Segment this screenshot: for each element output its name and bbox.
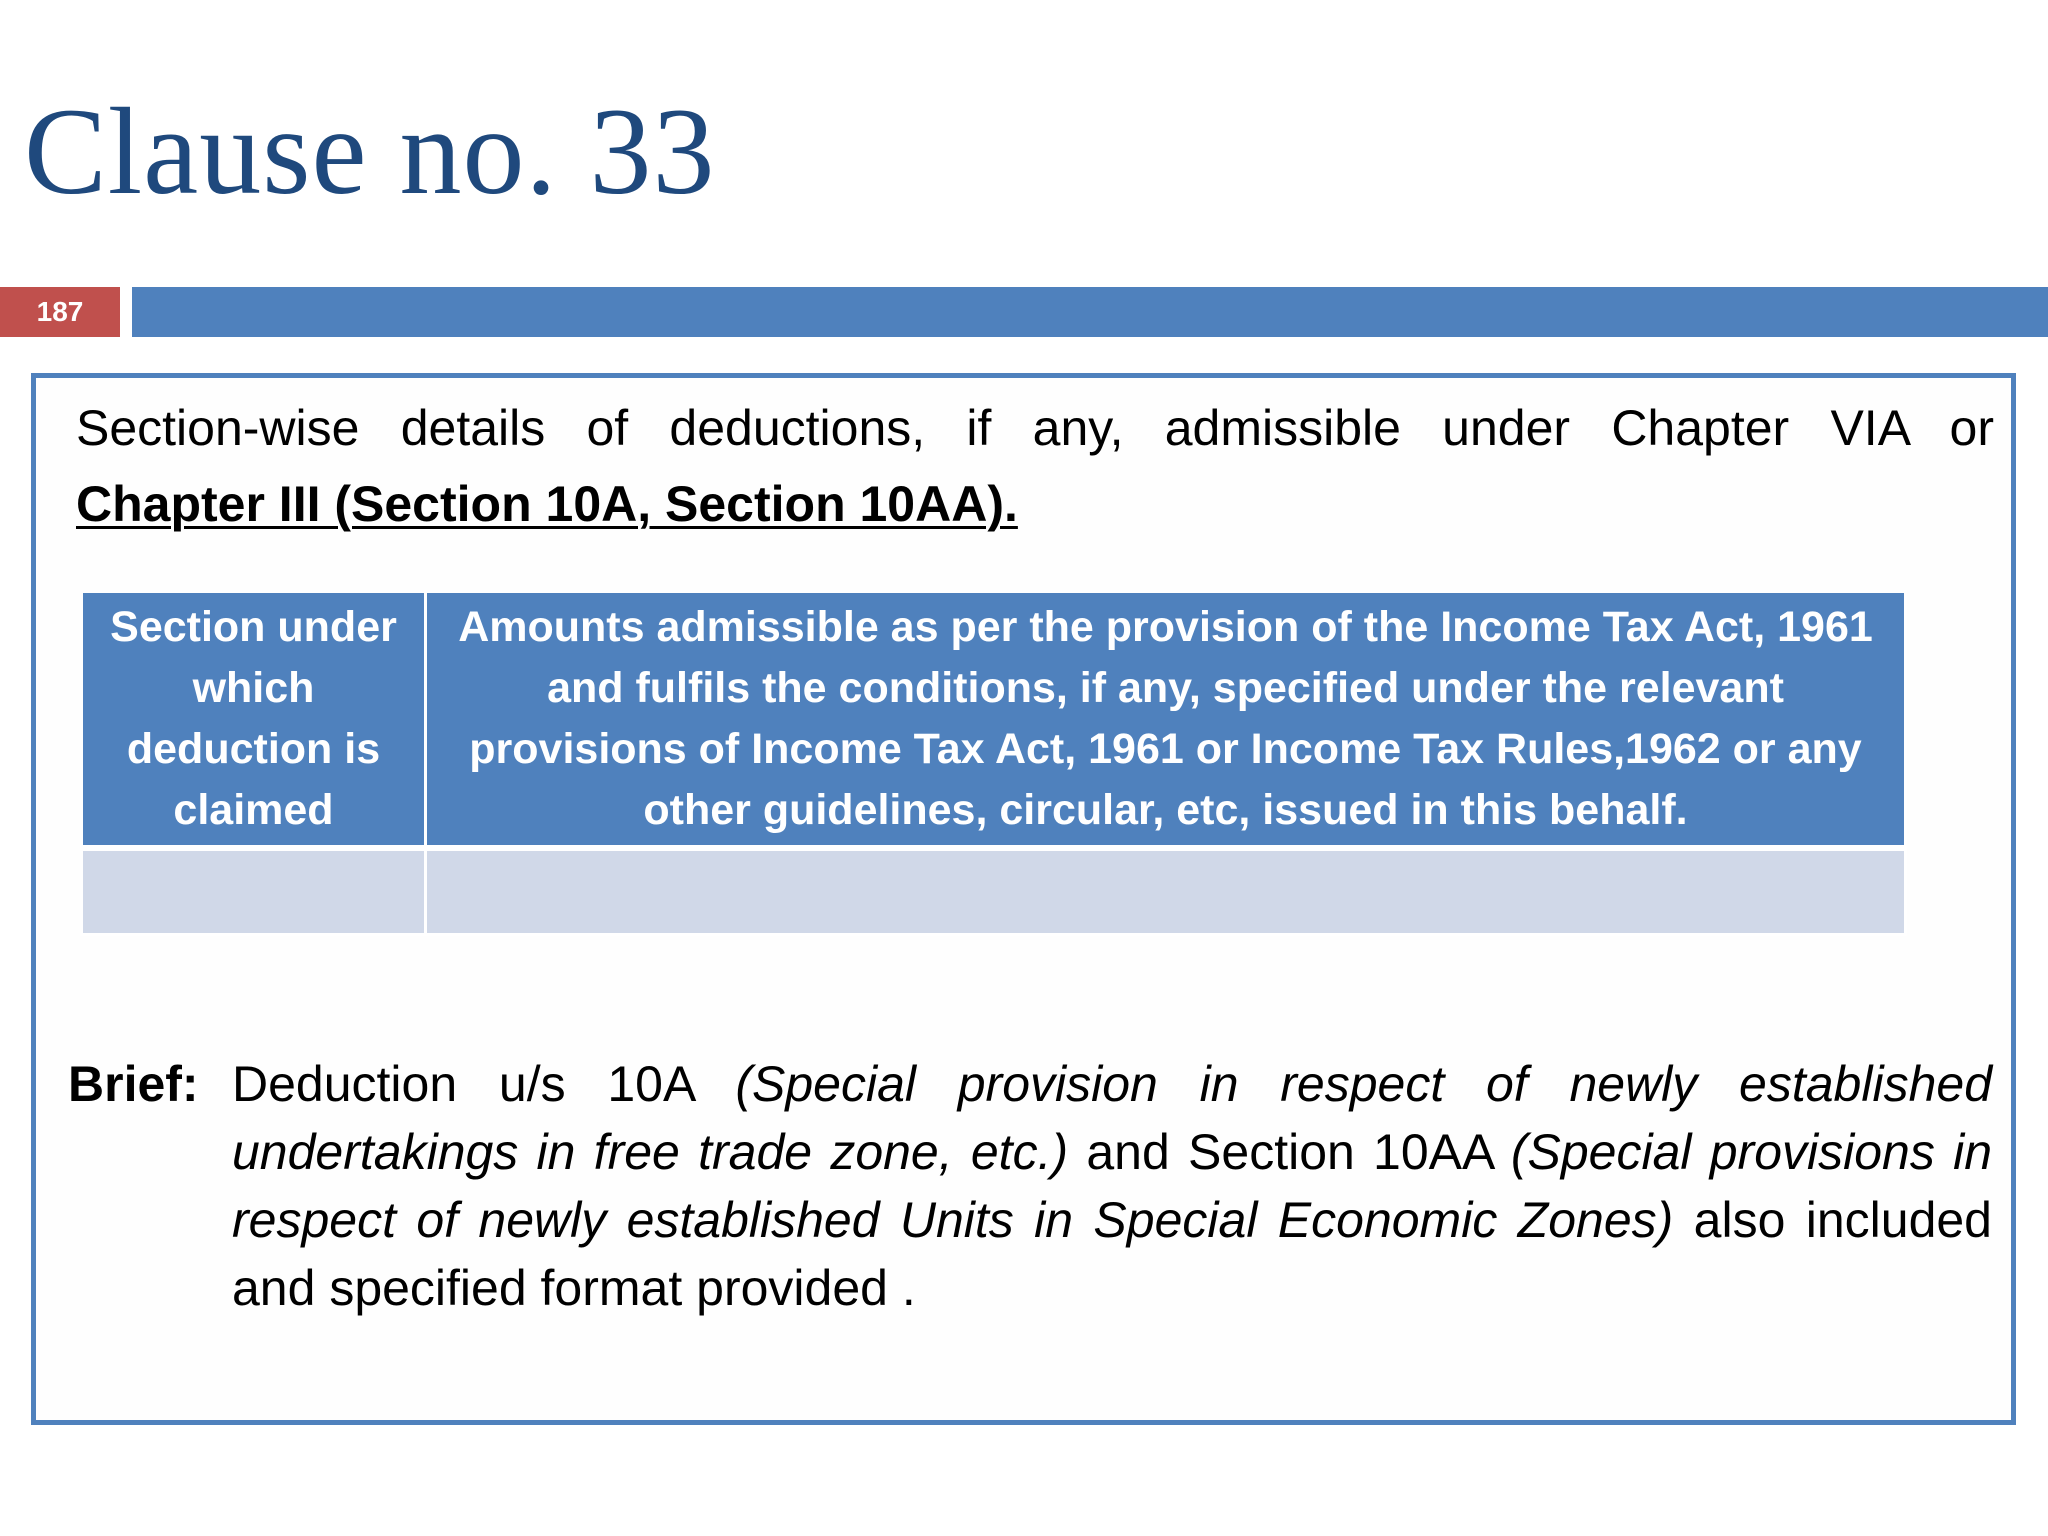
table-cell-amount	[426, 848, 1906, 935]
brief-paragraph	[68, 1050, 1992, 1322]
deduction-table	[80, 590, 1907, 936]
brief-text: also included and specified format provided .	[232, 1192, 1992, 1316]
slide-title: Clause no. 33	[24, 83, 716, 220]
table-row	[82, 848, 1906, 935]
title-divider-bar	[132, 287, 2048, 337]
intro-heading-underlined: Chapter III (Section 10A, Section 10AA).	[76, 476, 1018, 532]
brief-text-italic: (Special provisions in respect of newly established Units in Special Economic Zones)	[232, 1124, 1993, 1248]
table-header-amounts: Amounts admissible as per the provision of the Income Tax Act, 1961 and fulfils the conditions, if any, specified under the relevant provisions of Income Tax Act, 1961 or Income Tax Rules,1962 or any other guidelines, circular, etc, issued in this behalf.	[426, 592, 1906, 849]
intro-paragraph	[76, 390, 1994, 542]
brief-text: and Section 10AA	[1068, 1124, 1511, 1180]
page-number-badge: 187	[0, 287, 120, 337]
table-cell-section	[82, 848, 426, 935]
brief-body	[232, 1050, 1992, 1322]
brief-label: Brief:	[68, 1056, 199, 1112]
table-header-section: Section under which deduction is claimed	[82, 592, 426, 849]
brief-text: Deduction u/s 10A	[232, 1056, 736, 1112]
brief-text-italic: (Special provision in respect of newly established undertakings in free trade zone, etc.)	[232, 1056, 1993, 1180]
intro-line: Section-wise details of deductions, if any, admissible under Chapter VIA or	[76, 400, 1994, 456]
table-header-row	[82, 592, 1906, 849]
